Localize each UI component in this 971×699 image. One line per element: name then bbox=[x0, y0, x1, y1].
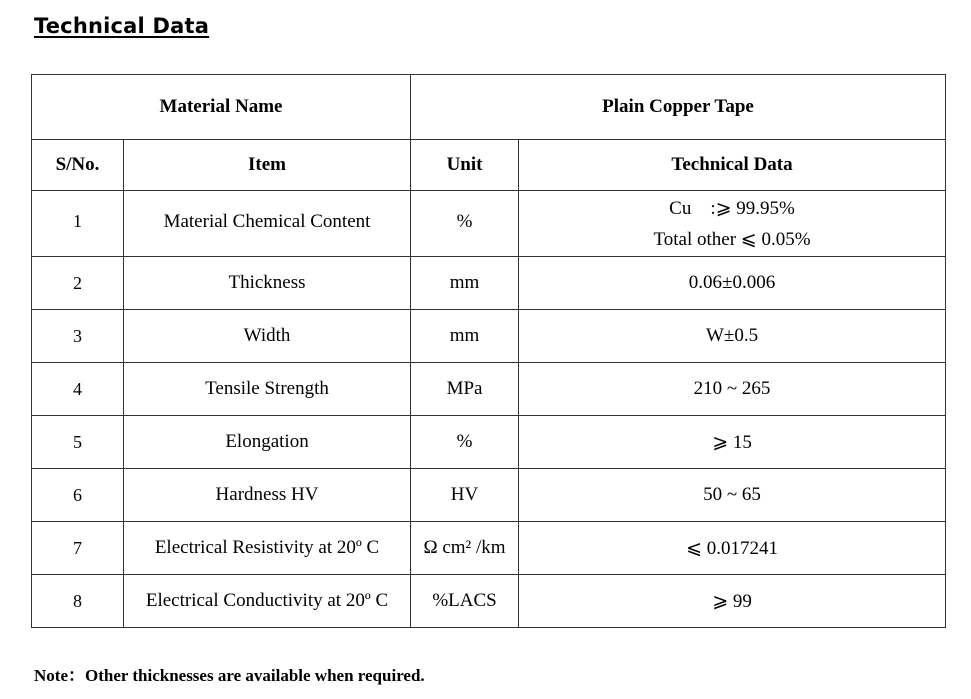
table-row bbox=[32, 522, 946, 575]
row-sno: 5 bbox=[32, 416, 124, 469]
row-technical-data bbox=[519, 191, 946, 257]
row-sno: 7 bbox=[32, 522, 124, 575]
table-row bbox=[32, 575, 946, 628]
footnote: Note：Other thicknesses are available when required. bbox=[34, 666, 425, 685]
table-row bbox=[32, 310, 946, 363]
row-unit: mm bbox=[411, 310, 519, 363]
technical-data-table bbox=[31, 74, 946, 628]
row-technical-data: 50 ~ 65 bbox=[519, 469, 946, 522]
table-row bbox=[32, 257, 946, 310]
row-technical-data: 0.06±0.006 bbox=[519, 257, 946, 310]
row-item: Material Chemical Content bbox=[124, 191, 411, 257]
material-name-value: Plain Copper Tape bbox=[411, 75, 946, 140]
row-sno: 4 bbox=[32, 363, 124, 416]
row-technical-data: W±0.5 bbox=[519, 310, 946, 363]
row-sno: 6 bbox=[32, 469, 124, 522]
table-row bbox=[32, 191, 946, 257]
column-header-technical-data: Technical Data bbox=[519, 140, 946, 191]
table-row bbox=[32, 416, 946, 469]
row-unit: % bbox=[411, 416, 519, 469]
chem-cu-value: Cu :⩾ 99.95% bbox=[669, 197, 795, 219]
chem-other-value: Total other ⩽ 0.05% bbox=[653, 228, 811, 250]
table-row bbox=[32, 363, 946, 416]
column-header-item: Item bbox=[124, 140, 411, 191]
row-item: Elongation bbox=[124, 416, 411, 469]
row-item: Hardness HV bbox=[124, 469, 411, 522]
row-item: Electrical Conductivity at 20º C bbox=[124, 575, 411, 628]
row-unit: mm bbox=[411, 257, 519, 310]
row-item: Tensile Strength bbox=[124, 363, 411, 416]
table-row bbox=[32, 469, 946, 522]
row-unit: MPa bbox=[411, 363, 519, 416]
row-item: Electrical Resistivity at 20º C bbox=[124, 522, 411, 575]
row-sno: 2 bbox=[32, 257, 124, 310]
row-sno: 1 bbox=[32, 191, 124, 257]
row-technical-data: ⩽ 0.017241 bbox=[519, 522, 946, 575]
row-unit: HV bbox=[411, 469, 519, 522]
column-header-row bbox=[32, 140, 946, 191]
row-item: Thickness bbox=[124, 257, 411, 310]
row-unit: Ω cm² /km bbox=[411, 522, 519, 575]
row-technical-data: ⩾ 99 bbox=[519, 575, 946, 628]
material-name-row bbox=[32, 75, 946, 140]
row-sno: 3 bbox=[32, 310, 124, 363]
row-sno: 8 bbox=[32, 575, 124, 628]
row-technical-data: 210 ~ 265 bbox=[519, 363, 946, 416]
column-header-unit: Unit bbox=[411, 140, 519, 191]
column-header-sno: S/No. bbox=[32, 140, 124, 191]
row-item: Width bbox=[124, 310, 411, 363]
row-technical-data: ⩾ 15 bbox=[519, 416, 946, 469]
row-unit: %LACS bbox=[411, 575, 519, 628]
material-name-label: Material Name bbox=[32, 75, 411, 140]
page-heading: Technical Data bbox=[34, 14, 210, 38]
row-unit: % bbox=[411, 191, 519, 257]
